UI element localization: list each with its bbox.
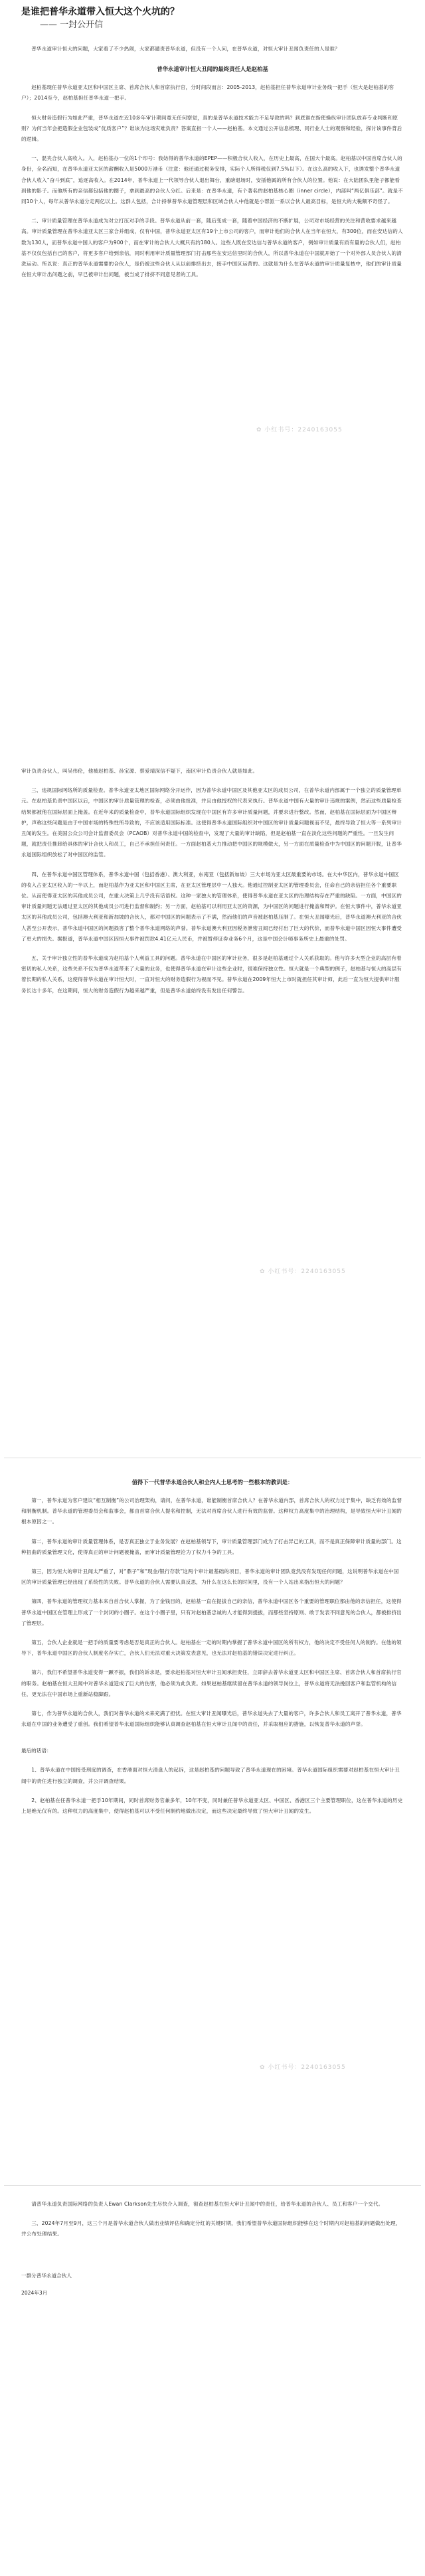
paragraph: 请普华永道负责国际网络的负责人Ewan Clarkson先生尽快介入调查，彻查赵柏基在恒大审计丑闻中的责任，给普华永道的合伙人、员工和客户一个交代。 [31, 2201, 384, 2207]
letter-body-4 [21, 2199, 404, 2240]
paragraph: 第一，普华永道为客户建议“相互制衡”的公司治理架构，请问，在普华永道，谁能制衡首席合伙人？在普华永道内部，首席合伙人的权力过于集中，缺乏有效的监督和制衡机制。普华永道的管理委员会和监事会，都由首席合伙人提名和控制，无法对首席合伙人进行有效的监督。这种权力高度集中的治理结构，是导致恒大审计丑闻的根本原因之一。 [21, 1497, 402, 1525]
paragraph: 第七，作为普华永道的合伙人，我们对普华永道的未来充满了担忧。在恒大审计丑闻曝光后，普华永道失去了大量的客户，许多合伙人和员工离开了普华永道，普华永道在中国的业务遭受了重创。我们希望普华永道国际组织能够认真调查赵柏基在恒大审计丑闻中的责任，并采取相应的措施，以恢复普华永道的声誉。 [21, 1710, 402, 1728]
closing-heading: 最后的话语： [21, 1748, 52, 1754]
paragraph: 审计负责合伙人，叫吴伟伦，他被赵柏基、孙宝源、蔡爱靖深信不疑下，南区审计负责合伙人就是如此。 [21, 768, 258, 774]
paragraph: 第四，普华永道的管理权力基本来自首合伙人掌握，为了金钱目的，赵柏基一直在提拔自己的亲信，普华永道中国区各个重要的管理职位都由他的亲信担任，这使得普华永道中国区在管理上形成了一个封闭的小圈子。在这个小圈子里，只有对赵柏基忠诚的人才能得到提拔，而那些坚持原则、敢于发表不同意见的合伙人，都被排挤出了管理层。 [21, 1598, 402, 1626]
letter-title: 是谁把普华永道带入恒大这个火坑的？ [21, 7, 179, 17]
paragraph: 恒大财务造假行为如此严重，普华永道在近10多年审计期间竟无任何察觉，真的是普华永道技术能力不足导致的吗？到底谁在指使操纵审计团队放弃专业判断和原则？为何当年会把造假企业包装成“优质客户”？谁该为这场灾难负责？答案直指一个人——赵柏基。本文通过公开信息梳理、同行业人士的观察和经验，探讨该事件背后的逻辑。 [21, 114, 402, 143]
watermark-mark-icon: ✿ [256, 427, 262, 433]
closing-body [21, 1765, 404, 1817]
paragraph: 2、赵柏基在任普华永道一把手10年期间，同时首席财务官兼多年，10年不变，同时兼任普华永道亚太区、中国区、香港区三个主要管理职位，这在普华永道的历史上是绝无仅有的。这种权力的高度集中，使得赵柏基可以不受任何制约地做出决定，而这些决定最终导致了恒大审计丑闻的发生。 [21, 1797, 403, 1815]
letter-body-1 [21, 44, 404, 280]
paragraph: 五、关于审计独立性的普华永道成为赵柏基个人利益工具的问题。普华永道在中国区的审计业务，很多是赵柏基通过个人关系获取的。他与许多大型企业的高层有着密切的私人关系，这些关系不仅为普华永道带来了大量的业务，也使得普华永道在审计这些企业时，很难保持独立性。恒大就是一个典型的例子，赵柏基与恒大的高层有着长期的私人关系，这使得普华永道在审计恒大时，一直对恒大的财务造假行为视而不见。普华永道在2009年恒大上市时就担任其审计师，此后一直为恒大提供审计服务长达十多年，在这期间，恒大的财务造假行为越来越严重，但是普华永道始终没有发出任何警告。 [21, 955, 402, 994]
paragraph: 普华永道审计恒大的问题，大家看了不少热闹，大家都谴责普华永道，但没有一个人问，在普华永道，对恒大审计丑闻负责任的人是谁？ [31, 46, 340, 52]
section-heading: 普华永道审计恒大丑闻的最终责任人是赵柏基 [157, 66, 268, 73]
signature: 一群分普华永道合伙人 [21, 2272, 72, 2279]
paragraph: 1、普华永道在中国接受刑庭的调查，在香港面对恒大清盘人的起诉，这是赵柏基的问题导致了普华永道现在的困境。普华永道国际组织需要对赵柏基在恒大审计丑闻中的责任进行独立的调查，并公开调查结果。 [21, 1767, 400, 1784]
letter-page-2 [4, 755, 421, 1452]
paragraph: 赵柏基现任普华永道亚太区和中国区主席、首席合伙人和首席执行官，分时间段而言：2005-2013，赵柏基担任普华永道审计业务线一把手（恒大是赵柏基的客户）；2014至今，赵柏基担任普华永道一把手。 [21, 84, 394, 102]
section-heading: 值得下一代普华永道合伙人和全内人士思考的一些根本的教训是： [131, 1479, 294, 1485]
paragraph: 三、违规国际网络所的质量检查。普华永道亚太地区国际网络分开运作，因为普华永道中国区及其他亚太区的成员公司，在普华永道内部属于一个独立的质量管理单元。在赵柏基负责中国区以后，中国区的审计质量管理的检查，必须由他批准，并且由他授权的代表来执行。普华永道中国有大量的审计违规的案例，然而这些质量检查结果都被他在国际层面上掩盖。在近年来的质量检查中，普华永道国际组织发现在中国区有许多审计质量问题，并要求进行整改。然而，赵柏基在国际层面为中国区辩护，声称这些问题是由于中国市场的特殊性所导致的，不应该适用国际标准。这使得普华永道国际组织对中国区的审计质量问题视而不见，最终导致了恒大等一系列审计丑闻的发生。在美国公众公司会计监督委员会（PCAOB）对普华永道中国的检查中，发现了大量的审计缺陷，但是赵柏基一直在淡化这些问题的严重性。一旦发生问题，就把责任推卸给具体的审计合伙人和员工，自己不承担任何责任。一方面赵柏基大力推动把中国区的规模做大，另一方面在质量检查中为中国区的问题开脱，让普华永道国际组织放松了对中国区的监管。 [21, 787, 402, 858]
signature-block [21, 2271, 404, 2299]
letter-page-4 [4, 2185, 421, 2576]
watermark: ✿ 小红书号：2240163055 [256, 427, 343, 433]
paragraph: 四、在普华永道中国区管理体系，普华永道中国（包括香港）、澳大利亚，东南亚（包括新加坡）三大市场为亚太区最重要的市场。在大中华区内，普华永道中国区的收入占亚太区收入的一半以上，而赵柏基作为亚太区和中国区主席，在亚太区管理层中一人独大。他通过控制亚太区的管理委员会，任命自己的亲信担任各个重要职位。从而使得亚太区的其他成员公司，在重大决策上几乎没有话语权。这种一家独大的管理体系，使得普华永道在亚太区的治理结构存在严重的缺陷。一方面，中国区的审计质量问题无法通过亚太区的其他成员公司进行监督和制约；另一方面，赵柏基可以利用亚太区的资源，为中国区的问题进行掩盖和辩护。在恒大事件中，普华永道亚太区的其他成员公司，包括澳大利亚和新加坡的合伙人，都对中国区的问题表示了不满，然而他们的声音被赵柏基压制了。在恒大丑闻曝光后，普华永道澳大利亚的合伙人甚至公开表示，普华永道中国区的问题损害了整个普华永道网络的声誉。普华永道澳大利亚因税务泄密丑闻已经付出了巨大的代价，而普华永道中国区因恒大事件遭受了更大的损失。据报道，普华永道中国区因恒大事件被罚款4.41亿元人民币，并被暂停证券业务6个月，这是中国会计师事务所史上最重的处罚。 [21, 871, 402, 942]
letter-page-3 [4, 1458, 421, 2180]
paragraph: 第三，因为恒大的审计丑闻太严重了，对“鼎子”和“现金/银行存款”这两个审计最基础的项目，普华永道的审计团队竟然没有发现任何问题，这说明普华永道在中国区的审计质量管理已经出现了系统性的失败。普华永道的合伙人需要认真反思，为什么在这么长的时间里，没有一个人站出来指出恒大的问题？ [21, 1568, 399, 1586]
watermark-mark-icon: ✿ [260, 1268, 266, 1275]
letter-date: 2024年3月 [21, 2289, 48, 2296]
paragraph: 第五，合伙人企业就是一把手的质量要考虑是否是真正的合伙人。赵柏基在一定的时期内掌握了普华永道中国区的所有权力，他的决定不受任何人的制约。在他的领导下，普华永道中国区的合伙人制度名存实亡，合伙人们无法对重大决策发表意见，也无法对赵柏基的错误决定进行纠正。 [21, 1639, 402, 1657]
paragraph: 一、混夹合伙人高收入。入，赵柏基办一位的1个印号：我妨得的普华永道的EPEP——积极合伙人收入，在历史上最高，在国大个最高。赵柏基以中国首席合伙人的身份，全名而知，在普华永道亚太区的薪酬收入是5000万港币（注意：他还通过税务安排，实际个人所得税仅到7.5%以下）。在这么高的收入下，也诱发整个普华永道合伙人收入“奋斗到底”，追逐高收入。在2014年，普华永道上一代领导合伙人退出舞台，重磅退场时，安插他属的所有合伙人的位置。他说：在大陆团队里能子都能看到他的影子。而他所有的亲信都包括他的圈子，拿到最高的合伙人分红。后来是：在普华永道，有个著名的赵柏基核心圈（inner circle），内部叫“两亿俱乐部”。就是不同10个人，每年从普华永道分走两亿以上。这群人包括，合计持掌普华永道管理层和区域合伙人中他就是小帮派一系以合伙人最高目标，是恒大的大税额不奇怪了。 [21, 155, 403, 205]
paragraph: 第二，普华永道的审计质量管理体系，是否真正独立于业务发展？在赵柏基领导下，审计质量管理部门成为了打击异己的工具，而不是真正保障审计质量的部门。这种扭曲的质量管理文化，使得真正的审计问题被掩盖，而审计质量管理沦为了权力斗争的工具。 [21, 1538, 402, 1555]
watermark: ✿ 小红书号：2240163055 [260, 1268, 346, 1275]
watermark: ✿ 小红书号：2240163055 [260, 2064, 346, 2071]
watermark-mark-icon: ✿ [260, 2064, 266, 2071]
letter-body-2 [21, 766, 404, 996]
paragraph: 二、审计质量管理在普华永道成为对立打压对手的手段。普华永道从前一套，随后变成一套，随着中国经济的不断扩展，公司对市场经营的关注和营收要求越来越高。审计质量管理在普华永道亚太区三家合并组成，仅有中国，普华永道亚太区有19个上市公司的客户，而审计他们的合伙人在当年在恒大，有300位，而在安达信的人数为130人，而普华永道中国人的客户为900个，而在审计的合伙人大概只有约180人。这些人既在安达信与普华永道的客户，例如审计质量有质有量的合伙人们，赵柏基不仅仅包括自己的客户，将更多客户给到亲信，同时利用审计质量管理部门打击那些在安达信里时的合伙人，所以普华永道在中国就开始了一个对外部人员合伙人的清洗运动。所以说：真正的普华永道需要的合伙人，是仍被这些合伙人从以前排挤出去，接手中国区运营的。这就是为什么在普华永道的审计质量复核中，他们的审计质量在恒大审计出问题之前，早已被审计出问题，被当成了排挤不同意见者的工具。 [21, 218, 403, 278]
letter-body-3 [21, 1495, 404, 1730]
letter-page-1 [4, 0, 421, 755]
paragraph: 第六，我们不希望普华永道变得一蹶不振，我们的诉求是，要求赵柏基对恒大审计丑闻承担责任，立即辞去普华永道亚太区和中国区主席、首席合伙人和首席执行官的职务。赵柏基在恒大丑闻中对普华永道造成了巨大的伤害，他必须为此负责。如果赵柏基继续留在普华永道的领导岗位上，普华永道将无法挽回客户和监管机构的信任，更无法在中国市场上重新站稳脚跟。 [21, 1669, 402, 1697]
letter-subtitle: —— 一封公开信 [40, 20, 104, 30]
paragraph: 三、2024年7月至9月，这三个月是普华永道合伙人做出业绩评估和确定分红的关键时期，我们希望普华永道国际组织能够在这个时期内对赵柏基的问题做出处理，并公布处理结果。 [21, 2220, 401, 2237]
